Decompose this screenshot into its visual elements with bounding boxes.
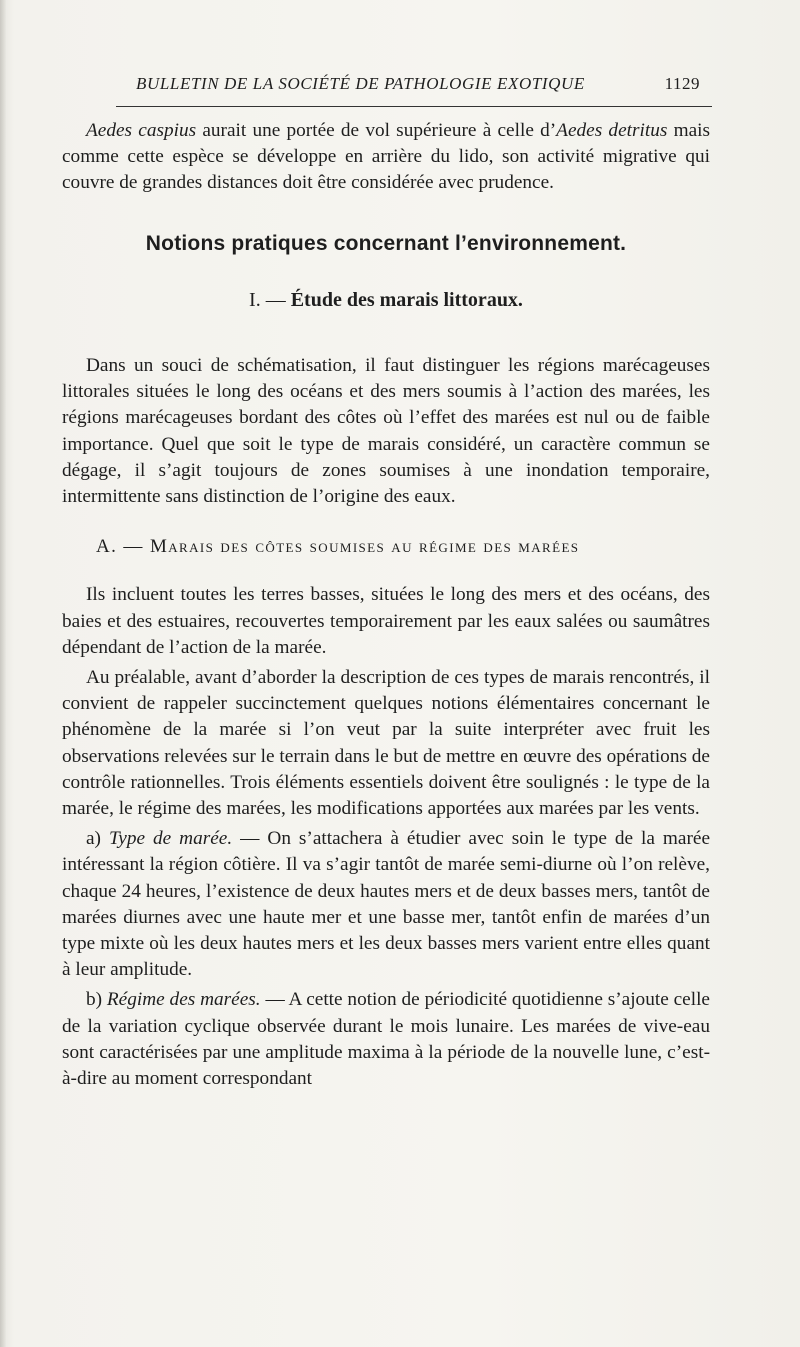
- species-aedes-detritus: Aedes detritus: [556, 120, 668, 141]
- body-text: [62, 118, 710, 1092]
- section-heading: Notions pratiques concernant l’environnement.: [145, 231, 627, 255]
- subsection-title: Étude des marais littoraux.: [290, 288, 523, 311]
- subheading-marais-cotes: A. — Marais des côtes soumises au régime des marées: [96, 536, 580, 558]
- species-aedes-caspius: Aedes caspius: [86, 120, 197, 141]
- paragraph-type-de-maree: [62, 826, 710, 983]
- item-title-type-de-maree: Type de marée.: [108, 828, 233, 850]
- subsection-number: I. —: [249, 288, 286, 311]
- paragraph-prealable: Au préalable, avant d’aborder la description de ces types de marais rencontrés, il convient de rappeler succinctement quelques notions élémentaires concernant le phénomène de la marée si l’on veut par la suite interpréter avec fruit les observations relevées sur le terrain dans le but de mettre en œuvre des opérations de contrôle rationnelles. Trois éléments essentiels doivent être soulignés : le type de la marée, le régime des marées, les modifications apportées aux marées par les vents.: [62, 667, 710, 820]
- item-label-b: b): [86, 989, 103, 1011]
- page-spine-shadow: [0, 0, 6, 1347]
- item-label-a: a): [86, 828, 101, 850]
- subsection-heading: [62, 287, 710, 313]
- intro-text-2: mais comme cette espèce se développe en arrière du lido, son activité migrative qui couvre de grandes distances doit être considérée avec prudence.: [62, 120, 710, 194]
- journal-title: BULLETIN DE LA SOCIÉTÉ DE PATHOLOGIE EXOTIQUE: [136, 74, 585, 93]
- item-text-type-de-maree: — On s’attachera à étudier avec soin le type de la marée intéressant la région côtière. Il va s’agir tantôt de marée semi-diurne où l’on relève, chaque 24 heures, l’existence de deux hautes mers et de deux basses mers, tantôt de marées diurnes avec une haute mer et une basse mer, tantôt enfin de marées d’un type mixte où les deux hautes mers et les deux basses mers varient entre elles quant à leur amplitude.: [62, 828, 711, 981]
- intro-text-1: aurait une portée de vol supérieure à celle d’: [196, 120, 557, 141]
- item-title-regime-des-marees: Régime des marées.: [106, 989, 261, 1011]
- intro-paragraph: [62, 118, 710, 197]
- paragraph-terres-basses: Ils incluent toutes les terres basses, situées le long des mers et des océans, des baies et des estuaires, recouvertes temporairement par les eaux salées ou saumâtres dépendant de l’action de la marée.: [62, 584, 710, 658]
- paragraph-schematisation: Dans un souci de schématisation, il faut distinguer les régions marécageuses littorales situées le long des océans et des mers soumis à l’action des marées, les régions marécageuses bordant des côtes où l’effet des marées est nul ou de faible importance. Quel que soit le type de marais considéré, un caractère commun se dégage, il s’agit toujours de zones soumises à une inondation temporaire, intermittente sans distinction de l’origine des eaux.: [62, 355, 710, 508]
- page-number: 1129: [664, 74, 700, 93]
- header-rule: [116, 106, 712, 107]
- paragraph-regime-des-marees: [62, 987, 710, 1092]
- item-text-regime-des-marees: — A cette notion de périodicité quotidienne s’ajoute celle de la variation cyclique observée durant le mois lunaire. Les marées de vive-eau sont caractérisées par une amplitude maxima à la période de la nouvelle lune, c’est-à-dire au moment correspondant: [62, 989, 710, 1090]
